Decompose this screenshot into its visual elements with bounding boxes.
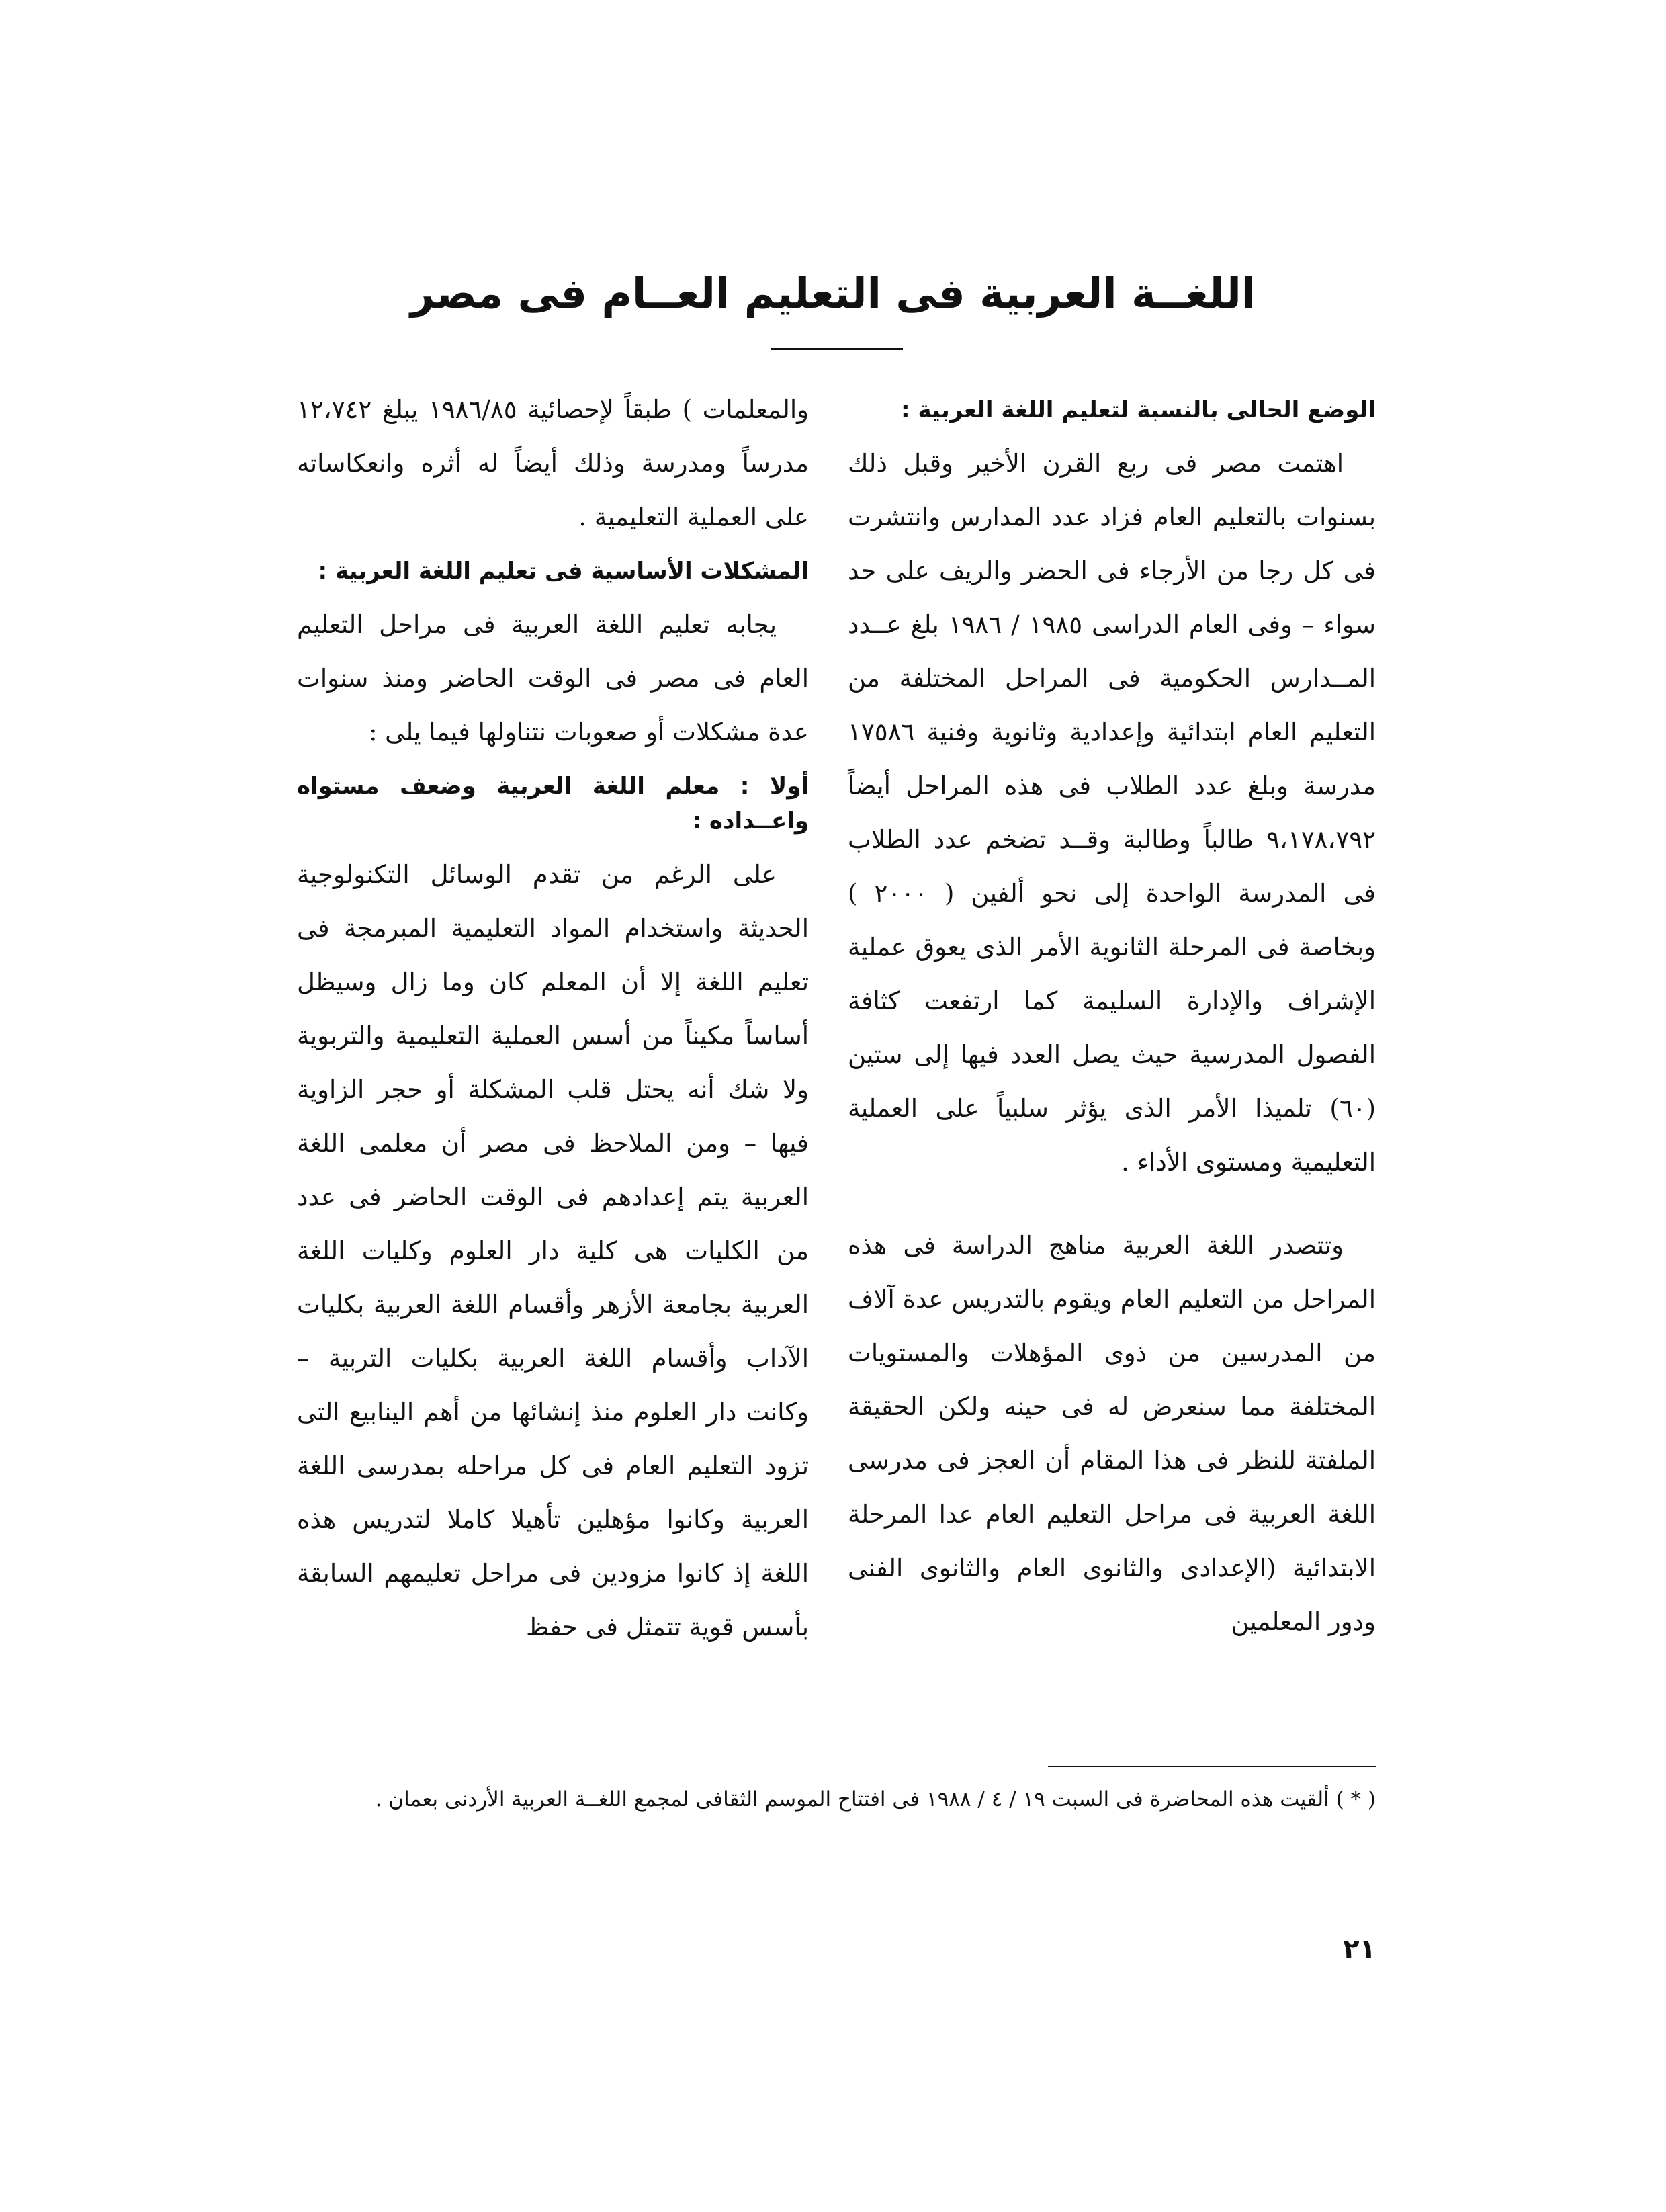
article-title: اللغــة العربية فى التعليم العــام فى مصر — [410, 269, 1256, 318]
paragraph: يجابه تعليم اللغة العربية فى مراحل التعليم العام فى مصر فى الوقت الحاضر ومنذ سنوات عدة مشكلات أو صعوبات نتناولها فيما يلى : — [297, 610, 809, 747]
paragraph: والمعلمات ) طبقاً لإحصائية ١٩٨٦/٨٥ يبلغ ١٢،٧٤٢ مدرساً ومدرسة وذلك أيضاً له أثره وانعكاساته على العملية التعليمية . — [297, 395, 809, 531]
section-heading-teacher: أولا : معلم اللغة العربية وضعف مستواه واعــداده : — [297, 773, 809, 835]
paragraph: اهتمت مصر فى ربع القرن الأخير وقبل ذلك بسنوات بالتعليم العام فزاد عدد المدارس وانتشرت فى كل رجا من الأرجاء فى الحضر والريف على حد سواء – وفى العام الدراسى ١٩٨٥ / ١٩٨٦ بلغ عــدد المــدارس الحكومية فى المراحل المختلفة من التعليم العام ابتدائية وإعدادية وثانوية وفنية ١٧٥٨٦ مدرسة وبلغ عدد الطلاب فى هذه المراحل أيضاً ٩،١٧٨،٧٩٢ طالباً وطالبة وقــد تضخم عدد الطلاب فى المدرسة الواحدة إلى نحو ألفين ( ٢٠٠٠ ) وبخاصة فى المرحلة الثانوية الأمر الذى يعوق عملية الإشراف والإدارة السليمة كما ارتفعت كثافة الفصول المدرسية حيث يصل العدد فيها إلى ستين (٦٠) تلميذا الأمر الذى يؤثر سلبياً على العملية التعليمية ومستوى الأداء . — [848, 449, 1376, 1177]
left-column — [297, 383, 809, 1654]
paragraph: على الرغم من تقدم الوسائل التكنولوجية الحديثة واستخدام المواد التعليمية المبرمجة فى تعليم اللغة إلا أن المعلم كان وما زال وسيظل أساساً مكيناً من أسس العملية التعليمية والتربوية ولا شك أنه يحتل قلب المشكلة أو حجر الزاوية فيها – ومن الملاحظ فى مصر أن معلمى اللغة العربية يتم إعدادهم فى الوقت الحاضر فى عدد من الكليات هى كلية دار العلوم وكليات اللغة العربية بجامعة الأزهر وأقسام اللغة العربية بكليات الآداب وأقسام اللغة العربية بكليات التربية – وكانت دار العلوم منذ إنشائها من أهم الينابيع التى تزود التعليم العام فى كل مراحله بمدرسى اللغة العربية وكانوا مؤهلين تأهيلا كاملا لتدريس هذه اللغة إذ كانوا مزودين فى مراحل تعليمهم السابقة بأسس قوية تتمثل فى حفظ — [297, 860, 809, 1642]
section-heading-basic-problems: المشكلات الأساسية فى تعليم اللغة العربية : — [318, 558, 809, 585]
paragraph-gap — [848, 1189, 1376, 1219]
footnote: ( * ) ألقيت هذه المحاضرة فى السبت ١٩ / ٤ / ١٩٨٨ فى افتتاح الموسم الثقافى لمجمع اللغــة العربية الأردنى بعمان . — [375, 1787, 1376, 1812]
right-column — [848, 383, 1376, 1649]
paragraph: وتتصدر اللغة العربية مناهج الدراسة فى هذه المراحل من التعليم العام ويقوم بالتدريس عدة آلاف من المدرسين من ذوى المؤهلات والمستويات المختلفة مما سنعرض له فى حينه ولكن الحقيقة الملفتة للنظر فى هذا المقام أن العجز فى مدرسى اللغة العربية فى مراحل التعليم العام عدا المرحلة الابتدائية (الإعدادى والثانوى العام والثانوى الفنى ودور المعلمين — [848, 1231, 1376, 1636]
section-heading-current-status: الوضع الحالى بالنسبة لتعليم اللغة العربية : — [901, 396, 1376, 423]
page-number: ٢١ — [1343, 1934, 1376, 1965]
title-underline — [771, 348, 903, 350]
footnote-separator — [1048, 1766, 1376, 1767]
